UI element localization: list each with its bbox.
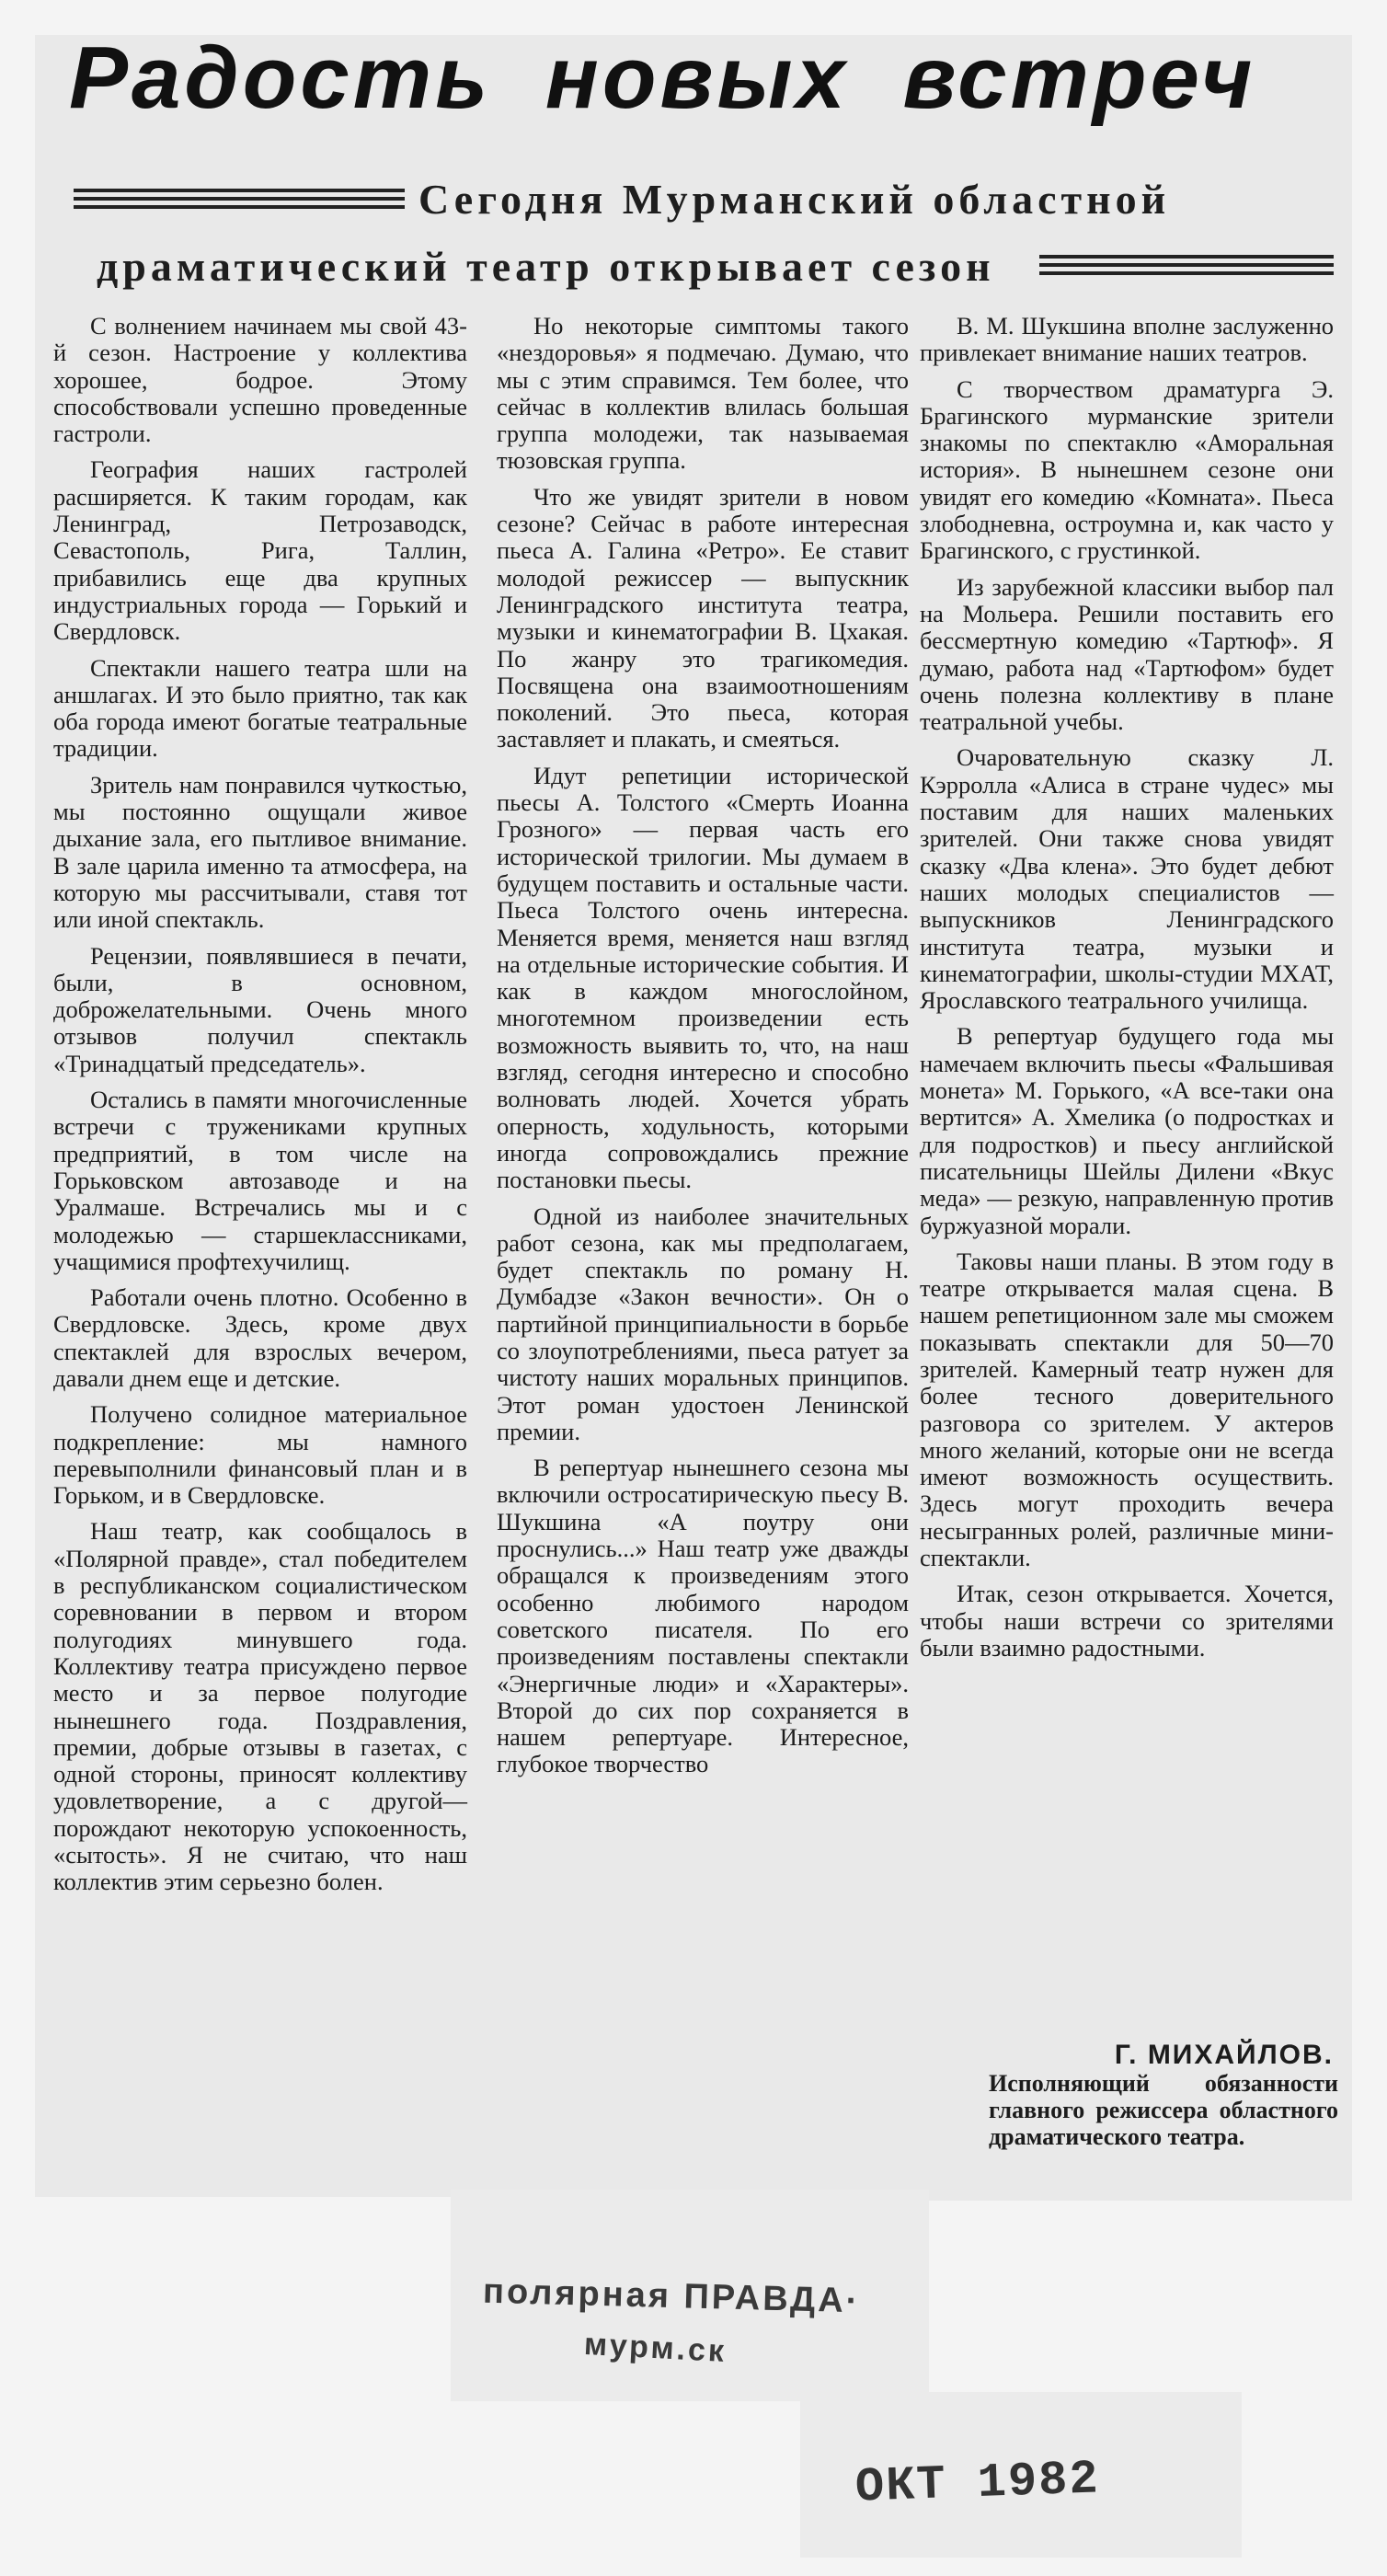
article-subhead-line2: драматический театр открывает сезон <box>97 243 995 290</box>
paragraph: Очаровательную сказку Л. Кэрролла «Алиса в стране чудес» мы поставим для наших маленьких зрителей. Они также снова увидят сказку «Два клена». Это будет дебют наших молодых специалистов — выпускников Ленинградского института театра, музыки и кинематографии, школы-студии МХАТ, Ярославского театрального училища. <box>920 743 1334 1015</box>
paragraph: Из зарубежной классики выбор пал на Мольера. Решили поставить его бессмертную комедию «Тартюф». Я думаю, работа над «Тартюфом» будет очень полезна коллективу в плане театральной учебы. <box>920 572 1334 736</box>
paragraph: Наш театр, как сообщалось в «Полярной правде», стал победителем в республиканском социалистическом соревновании в первом и втором полугодиях минувшего года. Коллективу театра присуждено первое место и за первое полугодие нынешнего года. Поздравления, премии, добрые отзывы в газетах, с одной стороны, приносят коллективу удовлетворение, а с другой—порождают некоторую успокоенность, «сытость». Я не считаю, что наш коллектив этим серьезно болен. <box>53 1517 467 1896</box>
article-headline: Радость новых встреч <box>69 29 1256 127</box>
paragraph: С творчеством драматурга Э. Брагинского мурманские зрители знакомы по спектаклю «Аморальная история». В нынешнем сезоне они увидят его комедию «Комната». Пьеса злободневна, остроумна и, как часто у Брагинского, с грустинкой. <box>920 374 1334 565</box>
paragraph: В репертуар нынешнего сезона мы включили остросатирическую пьесу В. Шукшина «А поутру они проснулись...» Наш театр уже дважды обращался к произведениям этого особенно любимого народом советского писателя. По его произведениям поставлены спектакли «Энергичные люди» и «Характеры». Второй до сих пор сохраняется в нашем репертуаре. Интересное, глубокое творчество <box>497 1454 909 1778</box>
paragraph: География наших гастролей расширяется. К таким городам, как Ленинград, Петрозаводск, Севастополь, Рига, Таллин, прибавились еще два крупных индустриальных города — Горький и Свердловск. <box>53 455 467 646</box>
article-column-2 <box>497 313 909 1788</box>
decorative-rule-right <box>1039 255 1334 277</box>
paragraph: В. М. Шукшина вполне заслуженно привлекает внимание наших театров. <box>920 312 1334 367</box>
paragraph: Идут репетиции исторической пьесы А. Толстого «Смерть Иоанна Грозного» — первая часть его исторической трилогии. Мы думаем в будущем поставить и остальные части. Пьеса Толстого очень интересна. Меняется время, меняется наш взгляд на отдельные исторические события. И как в каждом многослойном, многотемном произведении есть возможность выявить то, что, на наш взгляд, сегодня интересно и способно волновать людей. Хочется убрать оперность, ходульность, которыми иногда сопровождались прежние постановки пьесы. <box>497 761 909 1194</box>
paragraph: Что же увидят зрители в новом сезоне? Сейчас в работе интересная пьеса А. Галина «Ретро». Ее ставит молодой режиссер — выпускник Ленинградского института театра, музыки и кинематографии В. Цхакая. По жанру это трагикомедия. Посвящена она взаимоотношениям поколений. Это пьеса, которая заставляет и плакать, и смеяться. <box>497 482 909 753</box>
article-subhead-line1: Сегодня Мурманский областной <box>418 176 1171 223</box>
paragraph: Рецензии, появлявшиеся в печати, были, в основном, доброжелательными. Очень много отзывов получил спектакль «Тринадцатый председатель». <box>53 941 467 1077</box>
decorative-rule-left <box>74 189 405 209</box>
article-column-3 <box>920 313 1334 1671</box>
author-position: Исполняющий обязанности главного режиссера областного драматического театра. <box>989 2070 1338 2150</box>
paragraph: Работали очень плотно. Особенно в Свердловске. Здесь, кроме двух спектаклей для взрослых вечером, давали днем еще и детские. <box>53 1283 467 1392</box>
paragraph: Итак, сезон открывается. Хочется, чтобы наши встречи со зрителями были взаимно радостными. <box>920 1580 1334 1662</box>
paragraph: Одной из наиболее значительных работ сезона, как мы предполагаем, будет спектакль по роману Н. Думбадзе «Закон вечности». Он о партийной принципиальности в борьбе со злоупотреблениями, пьеса ратует за чистоту наших моральных принципов. Этот роман удостоен Ленинской премии. <box>497 1202 909 1445</box>
city-stamp: мурм.ск <box>583 2326 728 2370</box>
author-signature: Г. МИХАЙЛОВ. <box>1114 2040 1334 2070</box>
paragraph: Спектакли нашего театра шли на аншлагах. И это было приятно, так как оба города имеют богатые театральные традиции. <box>53 653 467 763</box>
paragraph: Остались в памяти многочисленные встречи с тружениками крупных предприятий, в том числе на Горьковском автозаводе и на Уралмаше. Встречались мы и с молодежью — старшеклассниками, учащимися профтехучилищ. <box>53 1086 467 1275</box>
paragraph: Получено солидное материальное подкрепление: мы намного перевыполнили финансовый план и в Горьком, и в Свердловске. <box>53 1400 467 1510</box>
paragraph: В репертуар будущего года мы намечаем включить пьесы «Фальшивая монета» М. Горького, «А все-таки она вертится» А. Хмелика (о подростках и для подростков) и пьесу английской писательницы Шейлы Дилени «Вкус меда» — резкую, направленную против буржуазной морали. <box>920 1022 1334 1239</box>
date-stamp: ОКТ 1982 <box>854 2452 1101 2515</box>
paragraph: С волнением начинаем мы свой 43-й сезон. Настроение у коллектива хорошее, бодрое. Этому способствовали успешно проведенные гастроли. <box>53 312 467 448</box>
paragraph: Но некоторые симптомы такого «нездоровья» я подмечаю. Думаю, что мы с этим справимся. Тем более, что сейчас в коллектив влилась большая группа молодежи, так называемая тюзовская группа. <box>497 312 909 475</box>
paragraph: Зритель нам понравился чуткостью, мы постоянно ощущали живое дыхание зала, его пытливое внимание. В зале царила именно та атмосфера, на которую мы рассчитывали, ставя тот или иной спектакль. <box>53 770 467 934</box>
article-column-1 <box>53 313 467 1905</box>
newspaper-name-stamp: полярная ПРАВДА· <box>482 2271 861 2321</box>
paragraph: Таковы наши планы. В этом году в театре открывается малая сцена. В нашем репетиционном зале мы сможем показывать спектакли для 50—70 зрителей. Камерный театр нужен для более тесного доверительного разговора со зрителем. У актеров много желаний, которые они не всегда имеют возможность осуществить. Здесь могут проходить вечера несыгранных ролей, различные мини-спектакли. <box>920 1247 1334 1572</box>
